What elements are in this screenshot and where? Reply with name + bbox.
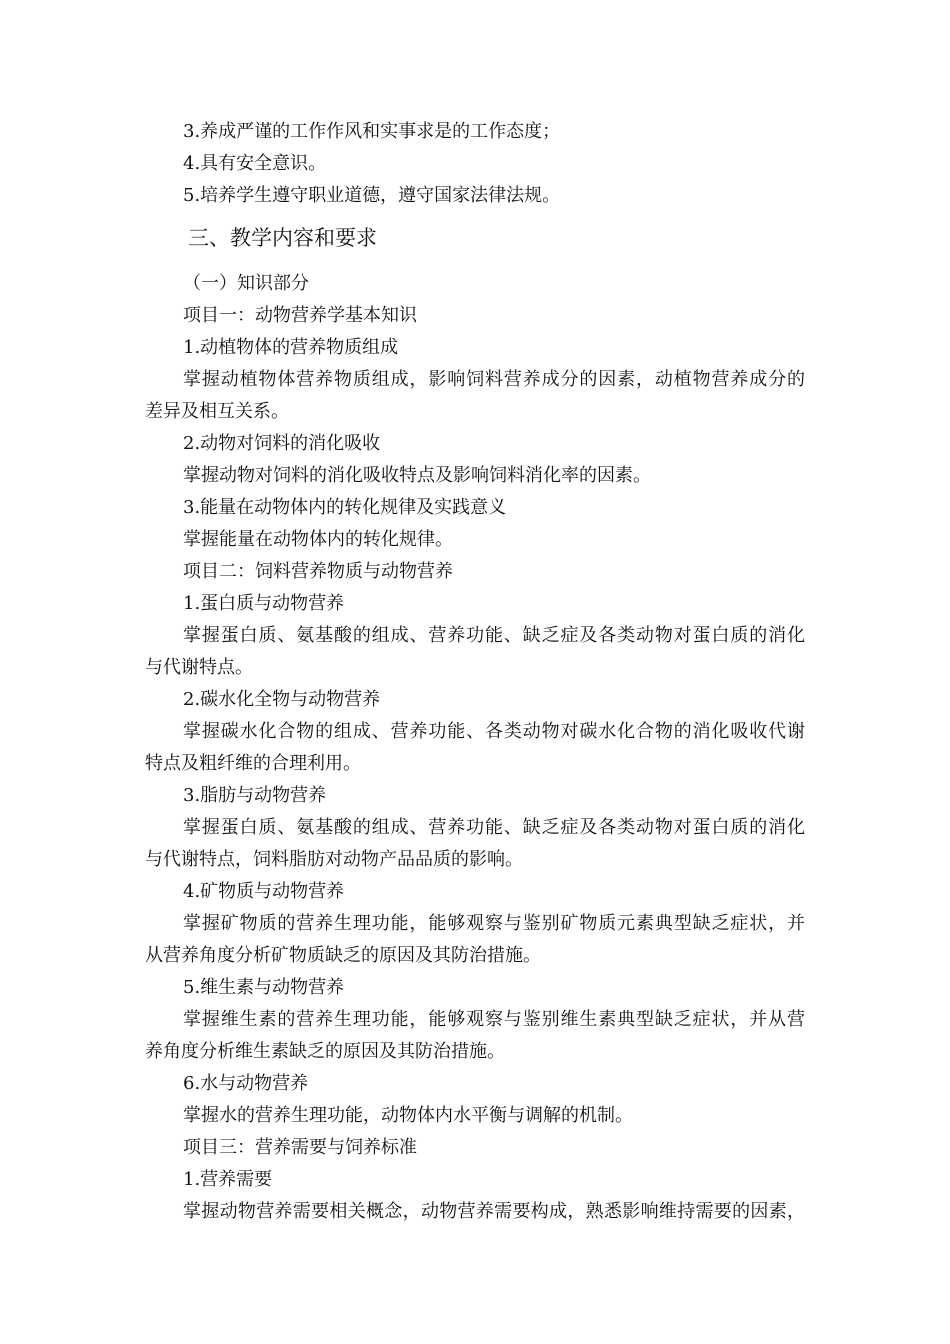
project-heading-2: 项目二：饲料营养物质与动物营养 xyxy=(183,561,453,582)
topic-heading: 1.蛋白质与动物营养 xyxy=(183,593,345,614)
paragraph-line: 从营养角度分析矿物质缺乏的原因及其防治措施。 xyxy=(145,945,541,966)
topic-heading: 2.动物对饲料的消化吸收 xyxy=(183,433,381,454)
topic-heading: 3.脂肪与动物营养 xyxy=(183,785,327,806)
paragraph-line: 与代谢特点。 xyxy=(145,657,253,678)
topic-heading: 1.动植物体的营养物质组成 xyxy=(183,337,399,358)
list-item-ethics: 5.培养学生遵守职业道德，遵守国家法律法规。 xyxy=(183,185,561,206)
paragraph-line: 掌握碳水化合物的组成、营养功能、各类动物对碳水化合物的消化吸收代谢 xyxy=(183,721,805,742)
topic-heading: 4.矿物质与动物营养 xyxy=(183,881,345,902)
paragraph-line: 差异及相互关系。 xyxy=(145,401,289,422)
paragraph-line: 掌握水的营养生理功能，动物体内水平衡与调解的机制。 xyxy=(183,1105,633,1126)
list-item-attitude: 3.养成严谨的工作作风和实事求是的工作态度； xyxy=(183,121,561,142)
paragraph-line: 掌握矿物质的营养生理功能，能够观察与鉴别矿物质元素典型缺乏症状，并 xyxy=(183,913,805,934)
list-item-safety: 4.具有安全意识。 xyxy=(183,153,327,174)
paragraph-line: 掌握动植物体营养物质组成，影响饲料营养成分的因素，动植物营养成分的 xyxy=(183,369,805,390)
subsection-heading: （一）知识部分 xyxy=(183,273,309,294)
paragraph-line: 与代谢特点，饲料脂肪对动物产品品质的影响。 xyxy=(145,849,523,870)
project-heading-3: 项目三：营养需要与饲养标准 xyxy=(183,1137,417,1158)
paragraph-line: 掌握蛋白质、氨基酸的组成、营养功能、缺乏症及各类动物对蛋白质的消化 xyxy=(183,625,805,646)
topic-heading: 5.维生素与动物营养 xyxy=(183,977,345,998)
paragraph-line: 掌握维生素的营养生理功能，能够观察与鉴别维生素典型缺乏症状，并从营 xyxy=(183,1009,805,1030)
paragraph-line: 特点及粗纤维的合理利用。 xyxy=(145,753,361,774)
paragraph-line: 掌握蛋白质、氨基酸的组成、营养功能、缺乏症及各类动物对蛋白质的消化 xyxy=(183,817,805,838)
topic-heading: 3.能量在动物体内的转化规律及实践意义 xyxy=(183,497,507,518)
paragraph-line: 掌握能量在动物体内的转化规律。 xyxy=(183,529,453,550)
paragraph-line: 掌握动物对饲料的消化吸收特点及影响饲料消化率的因素。 xyxy=(183,465,651,486)
section-heading: 三、教学内容和要求 xyxy=(188,226,377,250)
paragraph-line: 养角度分析维生素缺乏的原因及其防治措施。 xyxy=(145,1041,505,1062)
paragraph-line: 掌握动物营养需要相关概念，动物营养需要构成，熟悉影响维持需要的因素， xyxy=(183,1201,805,1222)
topic-heading: 2.碳水化全物与动物营养 xyxy=(183,689,381,710)
project-heading-1: 项目一：动物营养学基本知识 xyxy=(183,305,417,326)
topic-heading: 6.水与动物营养 xyxy=(183,1073,309,1094)
topic-heading: 1.营养需要 xyxy=(183,1169,273,1190)
